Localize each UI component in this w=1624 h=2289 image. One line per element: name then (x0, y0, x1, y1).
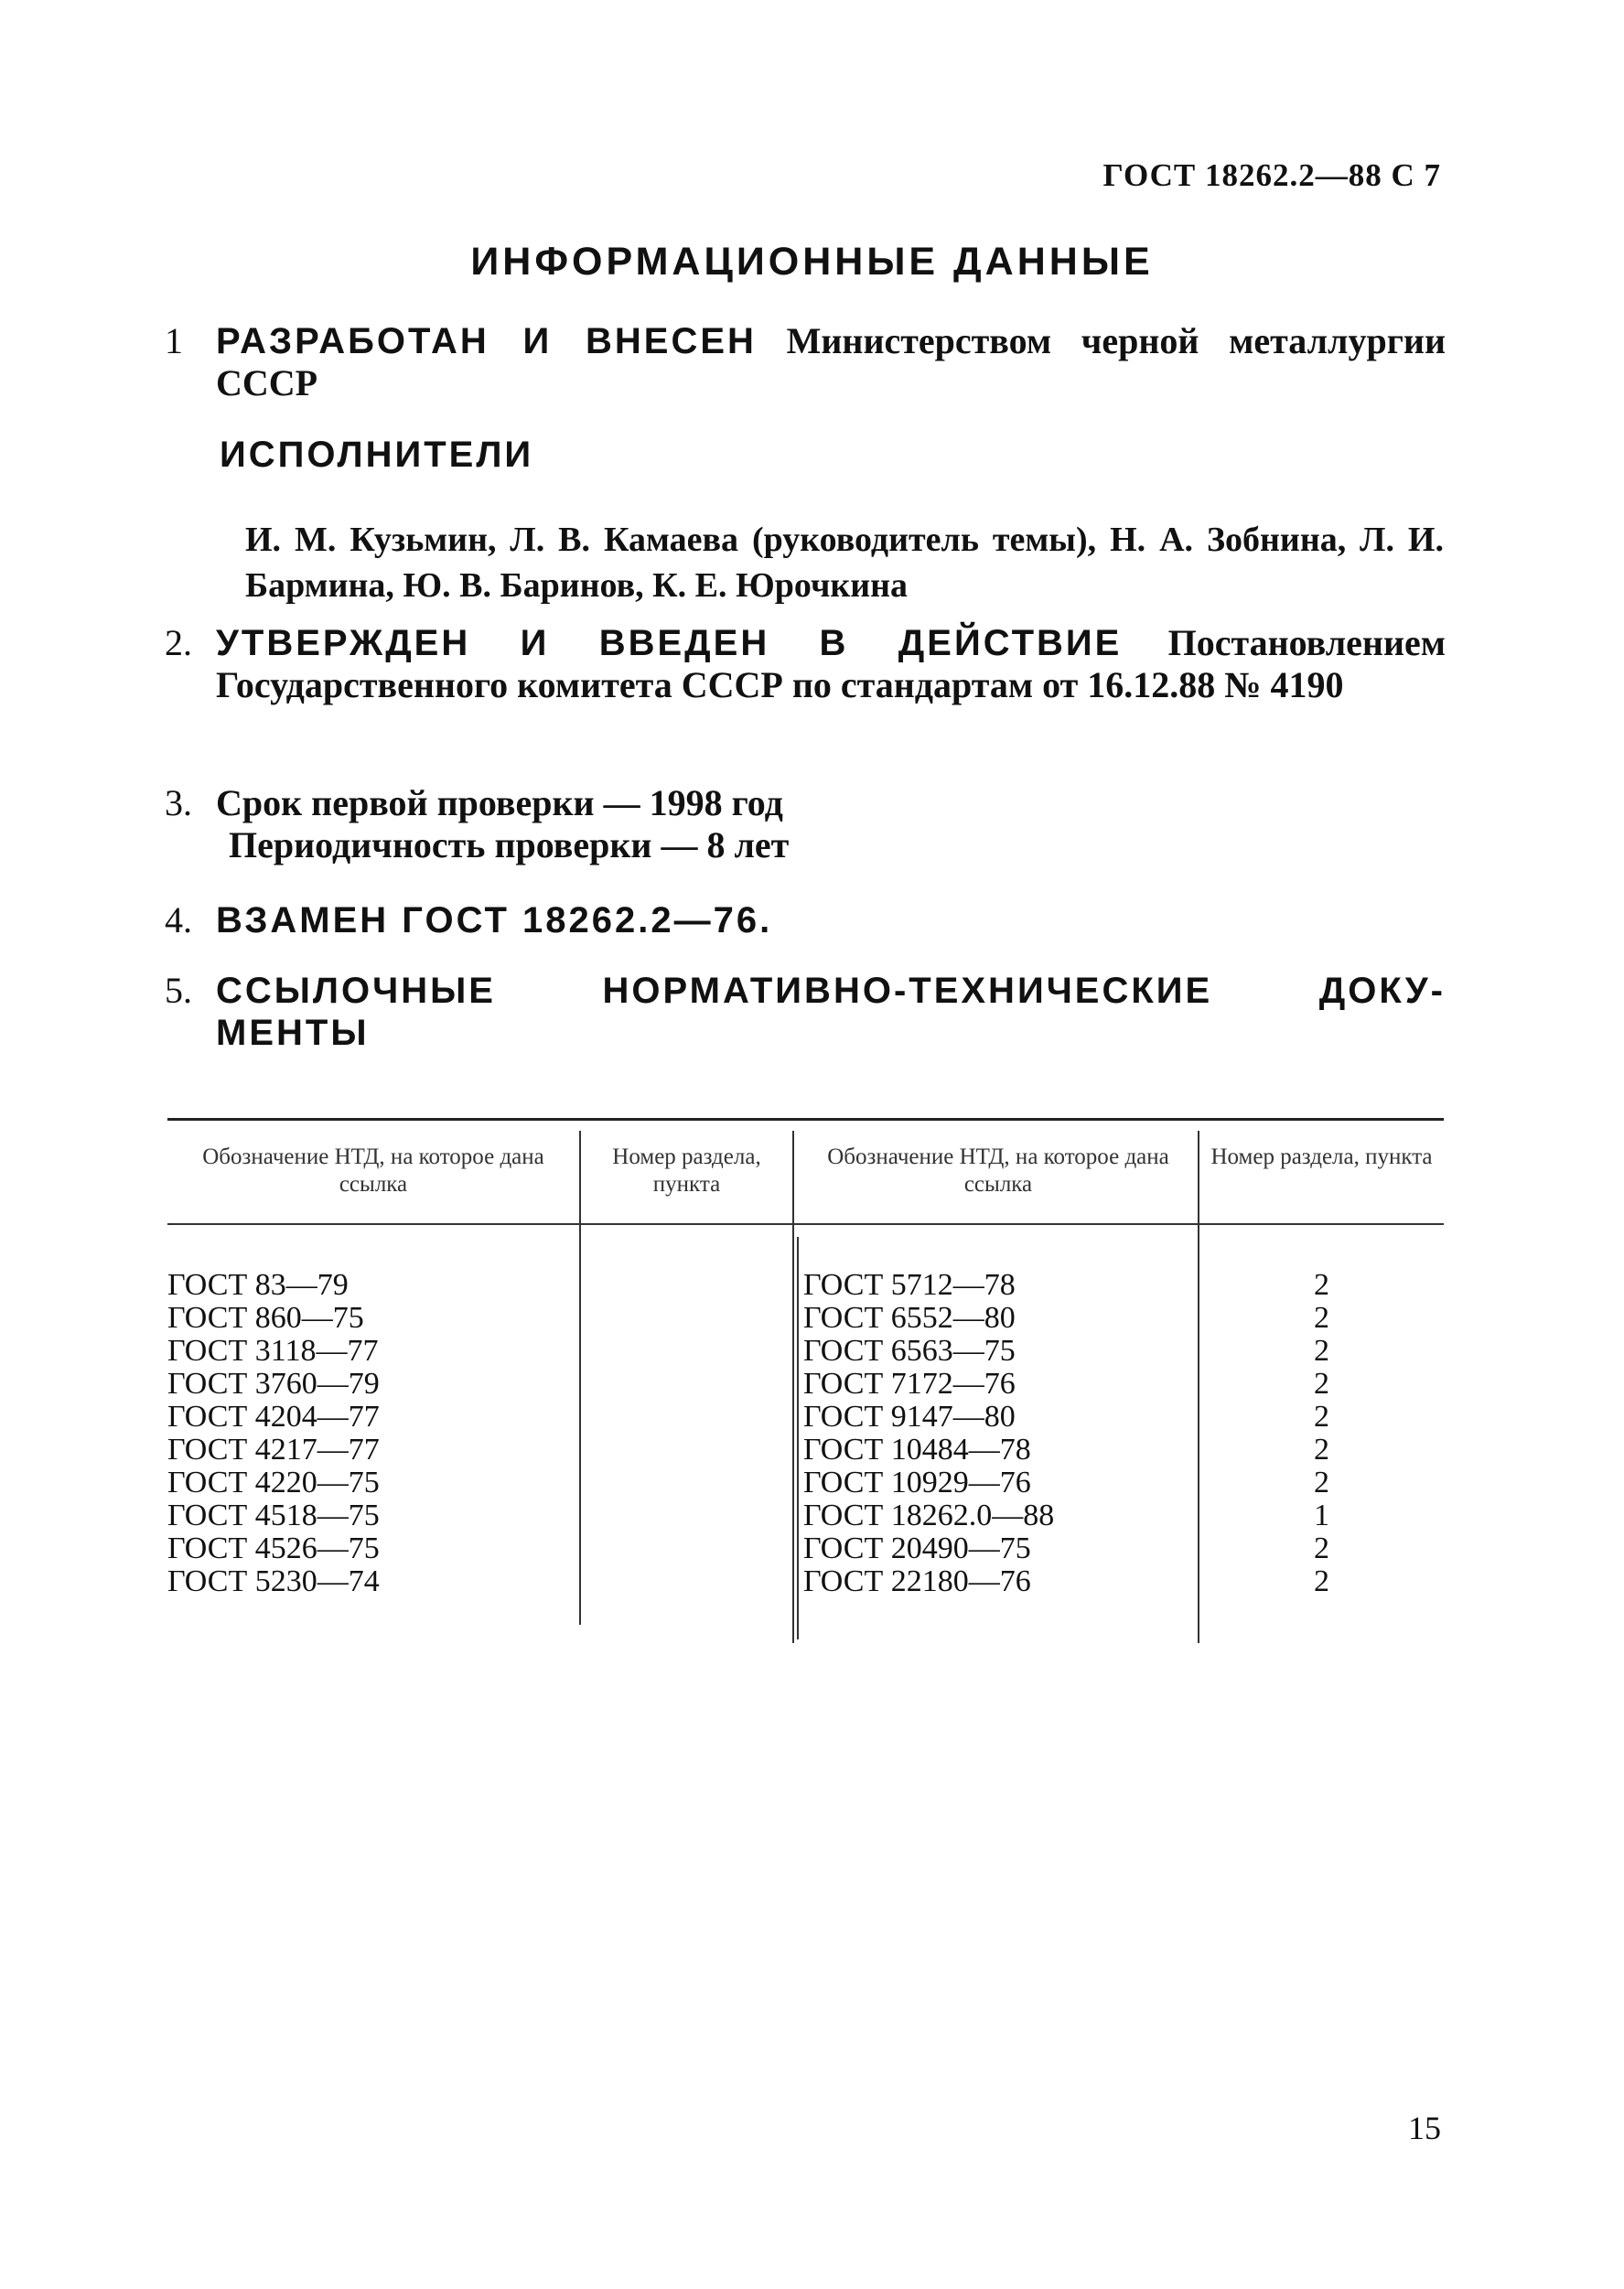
table-cell: ГОСТ 5230—74 (167, 1564, 380, 1598)
table-cell: ГОСТ 22180—76 (803, 1564, 1031, 1598)
table-cell: ГОСТ 18262.0—88 (803, 1499, 1055, 1532)
table-cell: 2 (1314, 1433, 1329, 1467)
column-header: Обозначение НТД, на которое дана ссылка (827, 1144, 1169, 1197)
table-cell: 2 (1314, 1531, 1329, 1565)
item-body (216, 970, 1446, 1054)
item-lead: РАЗРАБОТАН И ВНЕСЕН (216, 321, 757, 361)
item-body (216, 320, 1446, 404)
item-body (216, 782, 1446, 866)
table-cell: ГОСТ 6552—80 (803, 1301, 1016, 1335)
item-body (216, 622, 1446, 706)
page-number: 15 (1408, 2110, 1441, 2146)
item-lead: ВЗАМЕН ГОСТ 18262.2—76. (216, 900, 773, 940)
table-cell: ГОСТ 4217—77 (167, 1433, 380, 1467)
table-cell: ГОСТ 5712—78 (803, 1268, 1016, 1302)
item-number: 1 (165, 320, 183, 361)
column-divider (792, 1131, 794, 1643)
right-docs-column (803, 1269, 1188, 1598)
title-word: НОРМАТИВНО-ТЕХНИЧЕСКИЕ (602, 971, 1213, 1011)
performers-list: И. М. Кузьмин, Л. В. Камаева (руководитель темы), Н. А. Зобнина, Л. И. Бармина, Ю. В. Баринов, К. Е. Юрочкина (245, 521, 1444, 605)
table-cell: 2 (1314, 1466, 1329, 1499)
item-number: 2. (165, 622, 192, 663)
column-divider (579, 1131, 581, 1625)
table-cell: ГОСТ 4220—75 (167, 1466, 380, 1499)
right-items-column (1199, 1269, 1444, 1598)
item-text: Постановлением Государственного комитета СССР по стандартам от 16.12.88 № 4190 (216, 622, 1447, 705)
review-periodicity-line: Периодичность проверки — 8 лет (229, 824, 790, 865)
item-number: 3. (165, 782, 192, 823)
table-cell: ГОСТ 6563—75 (803, 1334, 1016, 1368)
item-title-line (216, 970, 1446, 1012)
title-word: ССЫЛОЧНЫЕ (216, 971, 496, 1011)
table-header-rule (167, 1223, 1444, 1225)
column-header: Номер раздела, пункта (612, 1144, 761, 1197)
table-cell: ГОСТ 4204—77 (167, 1400, 380, 1434)
item-text: Министерством черной металлургии СССР (216, 320, 1446, 403)
table-cell: ГОСТ 9147—80 (803, 1400, 1016, 1434)
item-title-line-2: МЕНТЫ (216, 1013, 370, 1053)
table-top-rule (167, 1118, 1444, 1121)
standard-code-header: ГОСТ 18262.2—88 С 7 (1102, 157, 1441, 193)
table-cell: ГОСТ 4518—75 (167, 1499, 380, 1532)
table-cell: 1 (1314, 1499, 1329, 1532)
item-number: 4. (165, 899, 192, 940)
table-cell: 2 (1314, 1301, 1329, 1335)
table-cell: ГОСТ 4526—75 (167, 1531, 380, 1565)
table-cell: ГОСТ 860—75 (167, 1301, 364, 1335)
column-header: Номер раздела, пункта (1210, 1144, 1433, 1169)
table-cell: 2 (1314, 1334, 1329, 1368)
table-cell: ГОСТ 10929—76 (803, 1466, 1031, 1499)
page-title: ИНФОРМАЦИОННЫЕ ДАННЫЕ (470, 240, 1154, 284)
column-header: Обозначение НТД, на которое дана ссылка (202, 1144, 544, 1197)
table-cell: 2 (1314, 1400, 1329, 1434)
title-word: ДОКУ- (1318, 971, 1446, 1011)
table-cell: ГОСТ 83—79 (167, 1268, 349, 1302)
performers-heading: ИСПОЛНИТЕЛИ (220, 435, 534, 475)
table-cell: 2 (1314, 1367, 1329, 1401)
table-cell: ГОСТ 3118—77 (167, 1334, 379, 1368)
item-body (216, 899, 1446, 941)
left-docs-column (167, 1269, 570, 1598)
item-number: 5. (165, 970, 192, 1011)
table-cell: ГОСТ 20490—75 (803, 1531, 1031, 1565)
column-divider (797, 1237, 799, 1639)
reference-table (167, 1118, 1444, 1630)
table-cell: ГОСТ 10484—78 (803, 1433, 1031, 1467)
table-cell: 2 (1314, 1564, 1329, 1598)
first-review-line: Срок первой проверки — 1998 год (216, 782, 783, 823)
table-cell: 2 (1314, 1268, 1329, 1302)
item-lead: УТВЕРЖДЕН И ВВЕДЕН В ДЕЙСТВИЕ (216, 623, 1123, 663)
table-cell: ГОСТ 3760—79 (167, 1367, 380, 1401)
table-cell: ГОСТ 7172—76 (803, 1367, 1016, 1401)
